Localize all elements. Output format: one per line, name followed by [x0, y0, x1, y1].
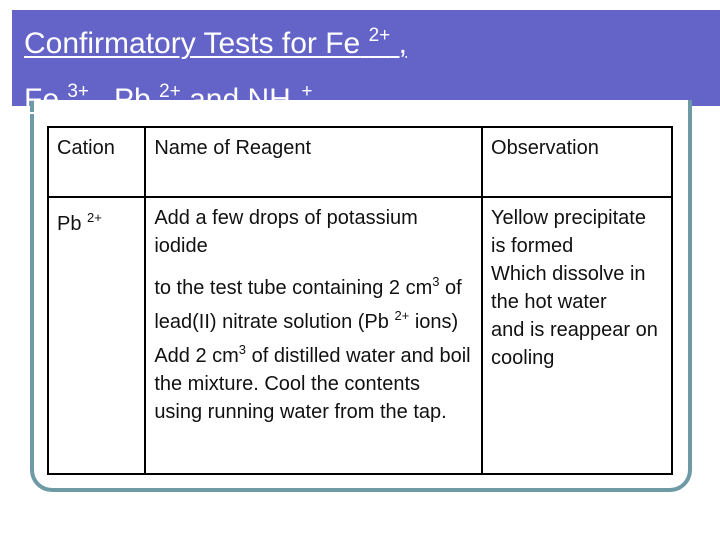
- cation-cell: [48, 197, 145, 474]
- nh4-charge: +: [301, 81, 313, 102]
- nh-symbol: and NH: [189, 83, 291, 116]
- header-observation: Observation: [482, 127, 672, 197]
- reagent-step-2-text: to the test tube containing 2 cm: [154, 277, 433, 299]
- reagent-step-2-end: ions): [409, 311, 459, 333]
- confirmatory-tests-table: [47, 126, 673, 475]
- fe2-charge: 2+: [368, 25, 391, 46]
- cation-charge: 2+: [87, 210, 102, 225]
- cm3-exponent: 3: [432, 274, 440, 289]
- reagent-step-2-text-cont: of lead(II) nitrate solution (Pb: [154, 277, 462, 333]
- title-text: Confirmatory Tests for Fe: [24, 27, 361, 60]
- cation-symbol: Pb: [57, 213, 82, 235]
- title-underline-extension: [313, 76, 549, 124]
- reagent-step-3-text: Add 2 cm: [154, 345, 239, 367]
- pb-ion-charge: 2+: [394, 308, 410, 323]
- nh4-subscript: 4: [290, 99, 302, 120]
- observation-3: and is reappear on cooling: [491, 319, 658, 369]
- title-line-2: [24, 68, 549, 134]
- reagent-step-3: [154, 336, 473, 426]
- observation-cell: [482, 197, 672, 474]
- fe3-charge: 3+: [67, 81, 90, 102]
- pb-symbol: , Pb: [97, 83, 151, 116]
- slide-title: [24, 12, 549, 134]
- reagent-step-3-text-cont: of distilled water and boil the mixture. Cool the contents using running water from the tap.: [154, 345, 471, 423]
- fe-symbol: Fe: [24, 83, 60, 116]
- title-comma: ,: [398, 27, 407, 60]
- reagent-cell: [145, 197, 482, 474]
- pb2-charge: 2+: [159, 81, 181, 102]
- header-cation: Cation: [48, 127, 145, 197]
- table-header-row: [48, 127, 672, 197]
- title-line-1: [24, 12, 549, 68]
- header-reagent: Name of Reagent: [145, 127, 482, 197]
- reagent-step-2: [154, 268, 473, 336]
- table-row: [48, 197, 672, 474]
- observation-2: Which dissolve in the hot water: [491, 263, 646, 313]
- observation-1: Yellow precipitate is formed: [491, 207, 646, 257]
- cm3-exponent-2: 3: [238, 342, 247, 357]
- reagent-step-1: Add a few drops of potassium iodide: [154, 207, 418, 257]
